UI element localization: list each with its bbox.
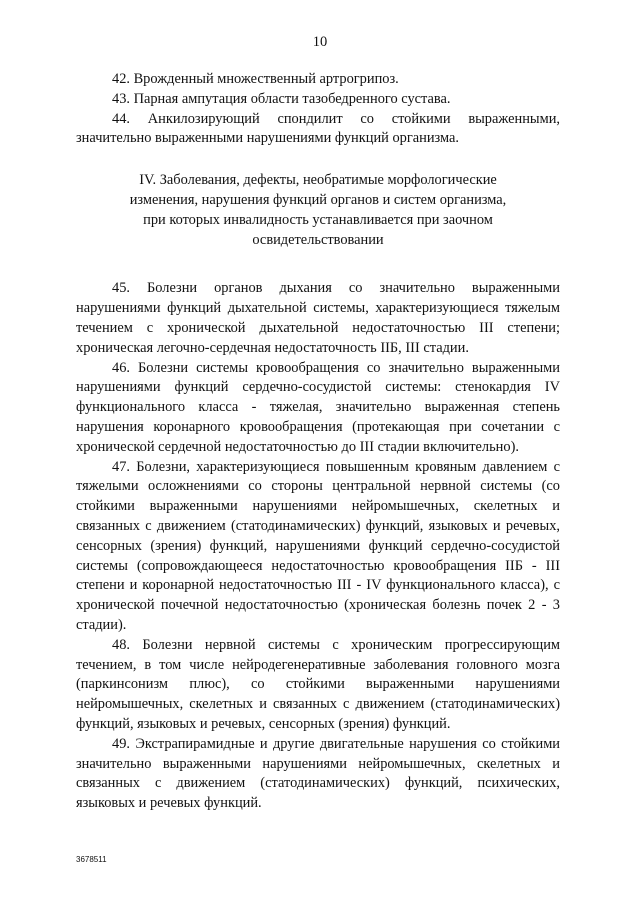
list-item-49: 49. Экстрапирамидные и другие двигательные нарушения со стойкими значительно выраженными нарушениями нейромышечных, скелетных и связанных с движением (статодинамических) функций, психических, языковых и речевых функций. [76, 735, 560, 812]
section-heading-line: IV. Заболевания, дефекты, необратимые морфологические [139, 172, 497, 189]
section-heading-line: изменения, нарушения функций органов и систем организма, [129, 191, 507, 208]
list-item-43: 43. Парная ампутация области тазобедренного сустава. [112, 90, 451, 107]
section-heading-line: освидетельствовании [252, 231, 384, 248]
list-item-42: 42. Врожденный множественный артрогрипоз. [112, 71, 399, 87]
list-item-47: 47. Болезни, характеризующиеся повышенным кровяным давлением с тяжелыми осложнениями со стороны центральной нервной системы (со стойкими выраженными нарушениями нейромышечных, скелетных и связанных с движением (статодинамических) функций, языковых и речевых, сенсорных (зрения) функций, нарушениями функций сердечно-сосудистой системы (сопровождающееся недостаточностью кровообращения IIБ - III степени и коронарной недостаточностью III - IV функционального класса), с хронической почечной недостаточностью (хроническая болезнь почек 2 - 3 стадии). [76, 458, 560, 633]
section-heading-line: при которых инвалидность устанавливается при заочном [143, 211, 493, 228]
list-item-45: 45. Болезни органов дыхания со значительно выраженными нарушениями функций дыхательной системы, характеризующиеся тяжелым течением с хронической дыхательной недостаточностью III степени; хроническая легочно-сердечная недостаточность IIБ, III стадии. [76, 280, 560, 356]
document-body [76, 70, 560, 814]
document-code: 3678511 [76, 855, 107, 864]
section-heading [86, 171, 550, 250]
list-item-48: 48. Болезни нервной системы с хроническим прогрессирующим течением, в том числе нейродегенеративные заболевания головного мозга (паркинсонизм плюс), со стойкими выраженными нарушениями нейромышечных, скелетных и связанных с движением (статодинамических) функций, языковых и речевых, сенсорных (зрения) функций. [76, 636, 560, 732]
list-item-46: 46. Болезни системы кровообращения со значительно выраженными нарушениями функций сердечно-сосудистой системы: стенокардия IV функционального класса - тяжелая, значительно выраженная степень нарушения коронарного кровообращения (протекающая при сочетании с хронической сердечной недостаточностью до III стадии включительно). [76, 359, 560, 455]
page-number: 10 [312, 34, 328, 50]
list-item-44: 44. Анкилозирующий спондилит со стойкими выраженными, значительно выраженными нарушениями функций организма. [76, 110, 560, 147]
